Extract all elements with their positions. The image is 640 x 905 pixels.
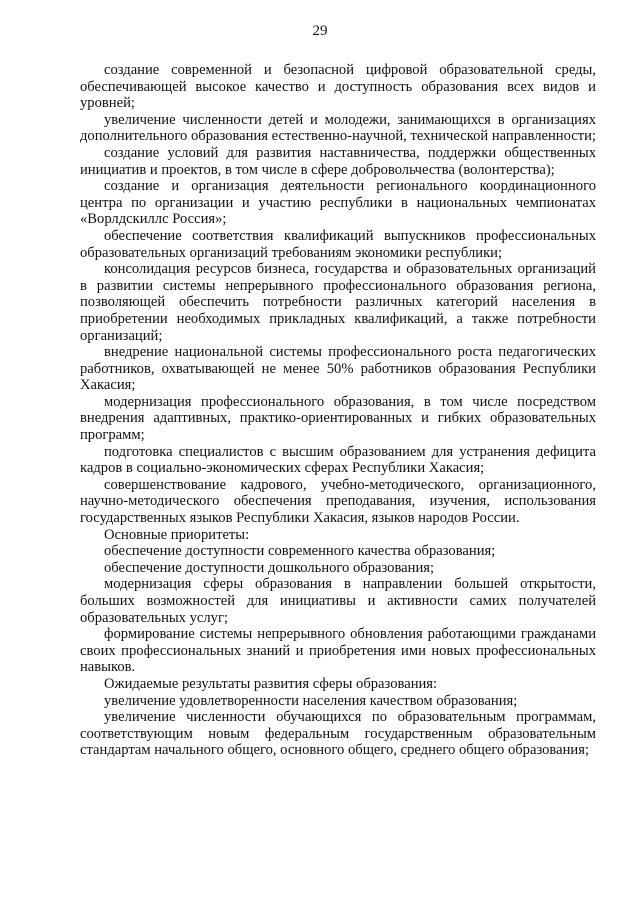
page-number: 29 — [312, 23, 328, 39]
paragraph: модернизация сферы образования в направлении большей открытости, больших возможностей для инициативы и активности самих получателей образовательных услуг; — [80, 576, 596, 626]
paragraph: увеличение удовлетворенности населения качеством образования; — [104, 692, 518, 709]
section-heading-priorities: Основные приоритеты: — [104, 526, 250, 543]
paragraph: создание условий для развития наставничества, поддержки общественных инициатив и проектов, в том числе в сфере добровольчества (волонтерства); — [80, 144, 596, 178]
paragraph: увеличение численности детей и молодежи, занимающихся в организациях дополнительного образования естественно-научной, технической направленности; — [80, 111, 596, 145]
paragraph: модернизация профессионального образования, в том числе посредством внедрения адаптивных, практико-ориентированных и гибких образовательных программ; — [80, 393, 596, 444]
paragraph: обеспечение соответствия квалификаций выпускников профессиональных образовательных организаций требованиям экономики республики; — [80, 227, 596, 261]
paragraph: обеспечение доступности дошкольного образования; — [104, 559, 435, 576]
paragraph: создание современной и безопасной цифровой образовательной среды, обеспечивающей высокое качество и доступность образования всех видов и уровней; — [80, 62, 596, 112]
paragraph: консолидация ресурсов бизнеса, государства и образовательных организаций в развитии системы непрерывного профессионального образования региона, позволяющей обеспечить потребности различных категорий населения в приобретении необходимых прикладных квалификаций, а также потребности организаций; — [80, 261, 596, 344]
document-body — [80, 62, 596, 759]
paragraph: создание и организация деятельности регионального координационного центра по организации и участию республики в национальных чемпионатах «Ворлдскиллс Россия»; — [80, 178, 596, 228]
paragraph: формирование системы непрерывного обновления работающими гражданами своих профессиональных знаний и приобретения ими новых профессиональных навыков. — [80, 626, 596, 676]
paragraph: обеспечение доступности современного качества образования; — [104, 543, 496, 560]
paragraph: внедрение национальной системы профессионального роста педагогических работников, охватывающей не менее 50% работников образования Республики Хакасия; — [80, 344, 596, 394]
paragraph: совершенствование кадрового, учебно-методического, организационного, научно-методического обеспечения преподавания, изучения, использования государственных языков Республики Хакасия, языков народов России. — [80, 476, 596, 527]
paragraph: увеличение численности обучающихся по образовательным программам, соответствующим новым федеральным государственным образовательным стандартам начального общего, основного общего, среднего общего образования; — [80, 709, 596, 759]
paragraph: подготовка специалистов с высшим образованием для устранения дефицита кадров в социально-экономических сферах Республики Хакасия; — [80, 443, 596, 477]
section-heading-expected-results: Ожидаемые результаты развития сферы образования: — [104, 675, 438, 692]
